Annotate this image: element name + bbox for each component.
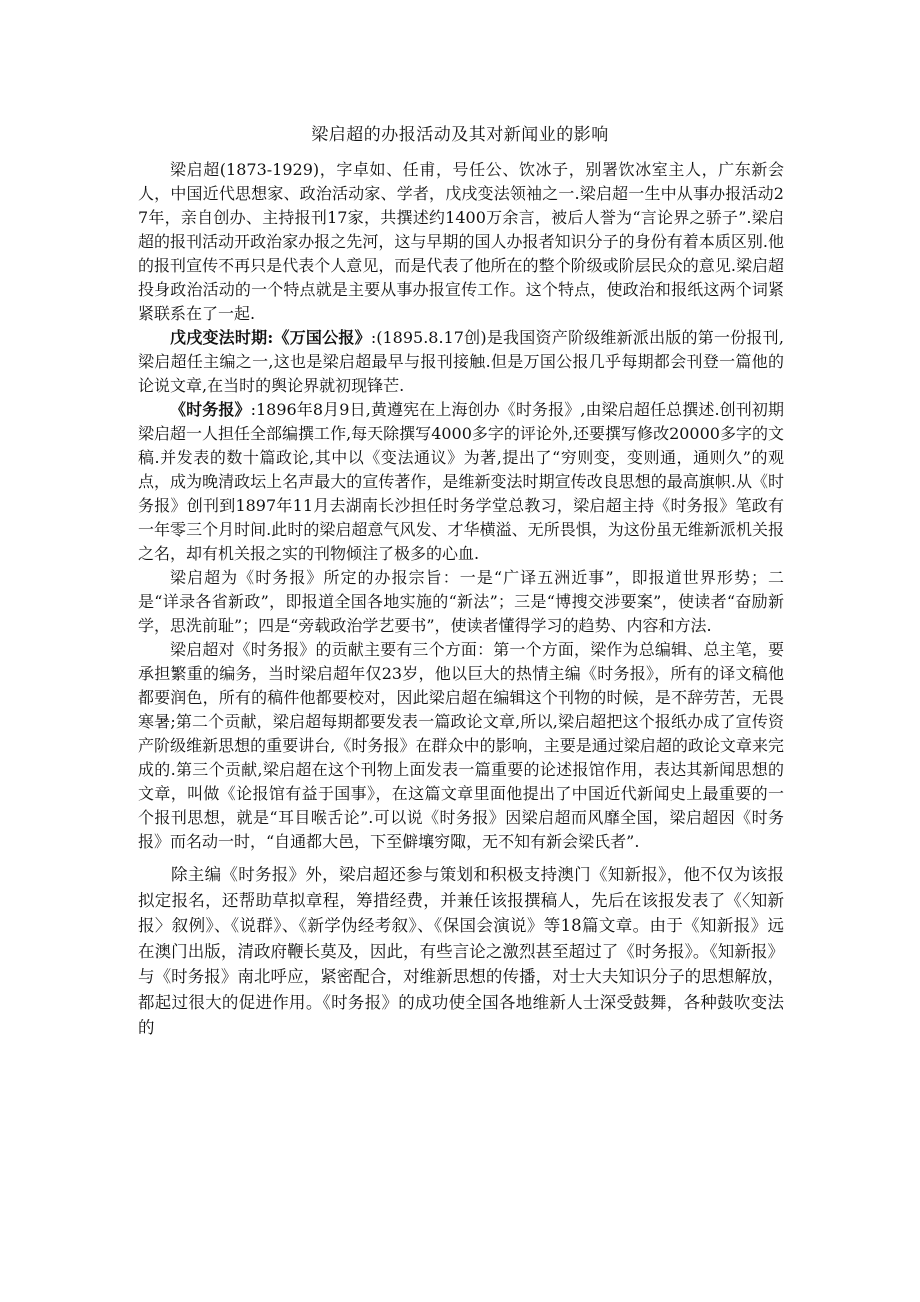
- paragraph-zhixinbao: [138, 862, 784, 1041]
- paragraph-lead: 《时务报》: [170, 400, 251, 419]
- paragraph-text: 除主编《时务报》外，梁启超还参与策划和积极支持澳门《知新报》，他不仅为该报拟定报名，还帮助草拟章程，筹措经费，并兼任该报撰稿人，先后在该报发表了《〈知新报〉叙例》、《说群》、《新学伪经考叙》、《保国会演说》等18篇文章。由于《知新报》远在澳门出版，清政府鞭长莫及，因此，有些言论之激烈甚至超过了《时务报》。《知新报》与《时务报》南北呼应，紧密配合，对维新思想的传播，对士大夫知识分子的思想解放，都起过很大的促进作用。《时务报》的成功使全国各地维新人士深受鼓舞，各种鼓吹变法的: [138, 865, 784, 1037]
- paragraph-text: 梁启超对《时务报》的贡献主要有三个方面：第一个方面，梁作为总编辑、总主笔，要承担繁重的编务，当时梁启超年仅23岁，他以巨大的热情主编《时务报》，所有的译文稿他都要润色，所有的稿件他都要校对，因此梁启超在编辑这个刊物的时候，是不辞劳苦，无畏寒暑;第二个贡献，梁启超每期都要发表一篇政论文章,所以,梁启超把这个报纸办成了宣传资产阶级维新思想的重要讲台,《时务报》在群众中的影响，主要是通过梁启超的政论文章来完成的.第三个贡献,梁启超在这个刊物上面发表一篇重要的论述报馆作用，表达其新闻思想的文章，叫做《论报馆有益于国事》，在这篇文章里面他提出了中国近代新闻史上最重要的一个报刊思想，就是“耳目喉舌论”.可以说《时务报》因梁启超而风靡全国，梁启超因《时务报》而名动一时，“自通都大邑，下至僻壤穷陬，无不知有新会梁氏者”.: [138, 640, 784, 851]
- document-title: 梁启超的办报活动及其对新闻业的影响: [311, 125, 609, 145]
- paragraph-intro: [138, 158, 784, 326]
- paragraph-shiwubao: [138, 398, 784, 566]
- paragraph-wanguo-gongbao: [138, 326, 784, 398]
- paragraph-text: :1896年8月9日,黄遵宪在上海创办《时务报》,由梁启超任总撰述.创刊初期梁启超一人担任全部编撰工作,每天除撰写4000多字的评论外,还要撰写修改20000多字的文稿.并发表的数十篇政论,其中以《变法通议》为著,提出了“穷则变，变则通，通则久”的观点，成为晚清政坛上名声最大的宣传著作，是维新变法时期宣传改良思想的最高旗帜.从《时务报》创刊到1897年11月去湖南长沙担任时务学堂总教习，梁启超主持《时务报》笔政有一年零三个月时间.此时的梁启超意气风发、才华横溢、无所畏惧，为这份虽无维新派机关报之名，却有机关报之实的刊物倾注了极多的心血.: [138, 400, 784, 563]
- document-body: [138, 158, 784, 1041]
- paragraph-text: 梁启超(1873-1929)，字卓如、任甫，号任公、饮冰子，别署饮冰室主人，广东新会人，中国近代思想家、政治活动家、学者，戊戌变法领袖之一.梁启超一生中从事办报活动27年，亲自创办、主持报刊17家，共撰述约1400万余言，被后人誉为“言论界之骄子”.梁启超的报刊活动开政治家办报之先河，这与早期的国人办报者知识分子的身份有着本质区别.他的报刊宣传不再只是代表个人意见，而是代表了他所在的整个阶级或阶层民众的意见.梁启超投身政治活动的一个特点就是主要从事办报宣传工作。这个特点，使政治和报纸这两个词紧紧联系在了一起.: [138, 160, 784, 323]
- paragraph-purpose: [138, 566, 784, 638]
- paragraph-lead: 戊戌变法时期:《万国公报》: [170, 328, 371, 347]
- paragraph-text: :(1895.8.17创)是我国资产阶级维新派出版的第一份报刊,梁启超任主编之一,这也是梁启超最早与报刊接触.但是万国公报几乎每期都会刊登一篇他的论说文章,在当时的舆论界就初现锋芒.: [138, 328, 784, 395]
- paragraph-contributions: [138, 638, 784, 854]
- paragraph-text: 梁启超为《时务报》所定的办报宗旨：一是“广译五洲近事”，即报道世界形势；二是“详录各省新政”，即报道全国各地实施的“新法”；三是“博搜交涉要案”，使读者“奋励新学，思洗前耻”；四是“旁载政治学艺要书”，使读者懂得学习的趋势、内容和方法.: [138, 568, 784, 635]
